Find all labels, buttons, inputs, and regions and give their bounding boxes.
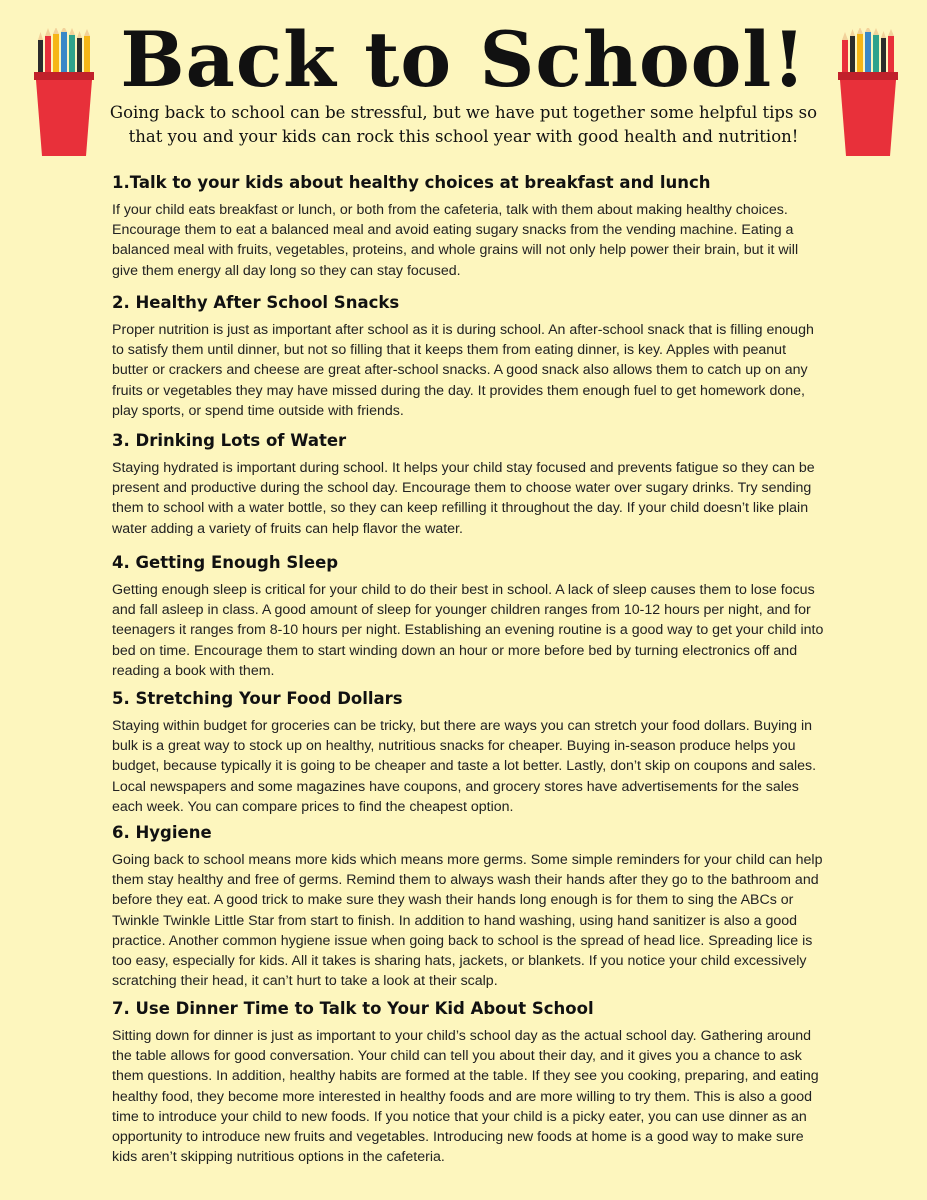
page-title: Back to School! (120, 15, 807, 104)
tip-heading: 3. Drinking Lots of Water (112, 431, 347, 450)
tip-heading: 7. Use Dinner Time to Talk to Your Kid About School (112, 999, 594, 1018)
tip-section-7 (112, 998, 824, 1167)
tip-body: Going back to school means more kids which means more germs. Some simple reminders for your child can help them stay healthy and free of germs. Remind them to always wash their hands after they go to the bathroom and before they eat. A good trick to make sure they wash their hands long enough is for them to sing the ABCs or Twinkle Twinkle Little Star from start to finish. In addition to hand washing, using hand sanitizer is also a good practice. Another common hygiene issue when going back to school is the spread of head lice. Spreading lice is too easy, especially for kids. All it takes is sharing hats, jackets, or blankets. If you notice your child excessively scratching their head, it can’t hurt to take a look at their scalp. (112, 852, 823, 990)
tip-section-1 (112, 172, 824, 281)
tip-body: Staying hydrated is important during school. It helps your child stay focused and prevents fatigue so they can be present and productive during the school day. Encourage them to choose water over sugary drinks. Try sending them to school with a water bottle, so they can keep refilling it throughout the day. If your child doesn’t like plain water adding a variety of fruits can help flavor the water. (112, 460, 815, 537)
tip-body: Proper nutrition is just as important after school as it is during school. An after-school snack that is filling enough to satisfy them until dinner, but not so filling that it keeps them from eating dinner, is key. Apples with peanut butter or crackers and cheese are great after-school snacks. A good snack also allows them to catch up on any fruits or vegetables they may have missed during the day. It provides them enough fuel to get homework done, play sports, or spend time outside with friends. (112, 322, 814, 419)
tip-heading: 1.Talk to your kids about healthy choices at breakfast and lunch (112, 173, 711, 192)
tip-body: Getting enough sleep is critical for your child to do their best in school. A lack of sleep causes them to lose focus and fall asleep in class. A good amount of sleep for younger children ranges from 10-12 hours per night, and for teenagers it ranges from 8-10 hours per night. Establishing an evening routine is a good way to get your child into bed on time. Encourage them to start winding down an hour or more before bed by turning electronics off and reading a book with them. (112, 582, 824, 679)
tip-section-2 (112, 292, 824, 421)
tip-section-3 (112, 430, 824, 539)
intro-text: Going back to school can be stressful, but we have put together some helpful tips so that you and your kids can rock this school year with good health and nutrition! (109, 103, 818, 146)
tip-heading: 5. Stretching Your Food Dollars (112, 689, 403, 708)
tip-section-5 (112, 688, 824, 817)
tip-heading: 4. Getting Enough Sleep (112, 553, 339, 572)
tip-body: Staying within budget for groceries can be tricky, but there are ways you can stretch your food dollars. Buying in bulk is a great way to stock up on healthy, nutritious snacks for cheaper. Buying in-season produce helps you budget, because typically it is going to be cheaper and taste a lot better. Lastly, don’t skip on coupons and sales. Local newspapers and some magazines have coupons, and grocery stores have advertisements for the sales each week. You can compare prices to find the cheapest option. (112, 718, 817, 815)
tip-body: Sitting down for dinner is just as important to your child’s school day as the actual school day. Gathering around the table allows for good conversation. Your child can tell you about their day, and it gives you a chance to ask them questions. In addition, healthy habits are formed at the table. If they see you cooking, preparing, and eating healthy food, they become more interested in healthy foods and are more willing to try them. This is also a good time to introduce your child to new foods. If you notice that your child is a picky eater, you can use dinner as an opportunity to introduce new fruits and vegetables. Introducing new foods at home is a good way to make sure kids aren’t skipping nutritious options in the cafeteria. (112, 1028, 819, 1166)
tip-body: If your child eats breakfast or lunch, or both from the cafeteria, talk with them about making healthy choices. Encourage them to eat a balanced meal and avoid eating sugary snacks from the vending machine. Eating a balanced meal with fruits, vegetables, proteins, and whole grains will not only help power their brain, but it will give them energy all day long so they can stay focused. (112, 202, 799, 279)
tip-heading: 6. Hygiene (112, 823, 212, 842)
tip-section-4 (112, 552, 824, 681)
tip-heading: 2. Healthy After School Snacks (112, 293, 400, 312)
tip-section-6 (112, 822, 824, 991)
